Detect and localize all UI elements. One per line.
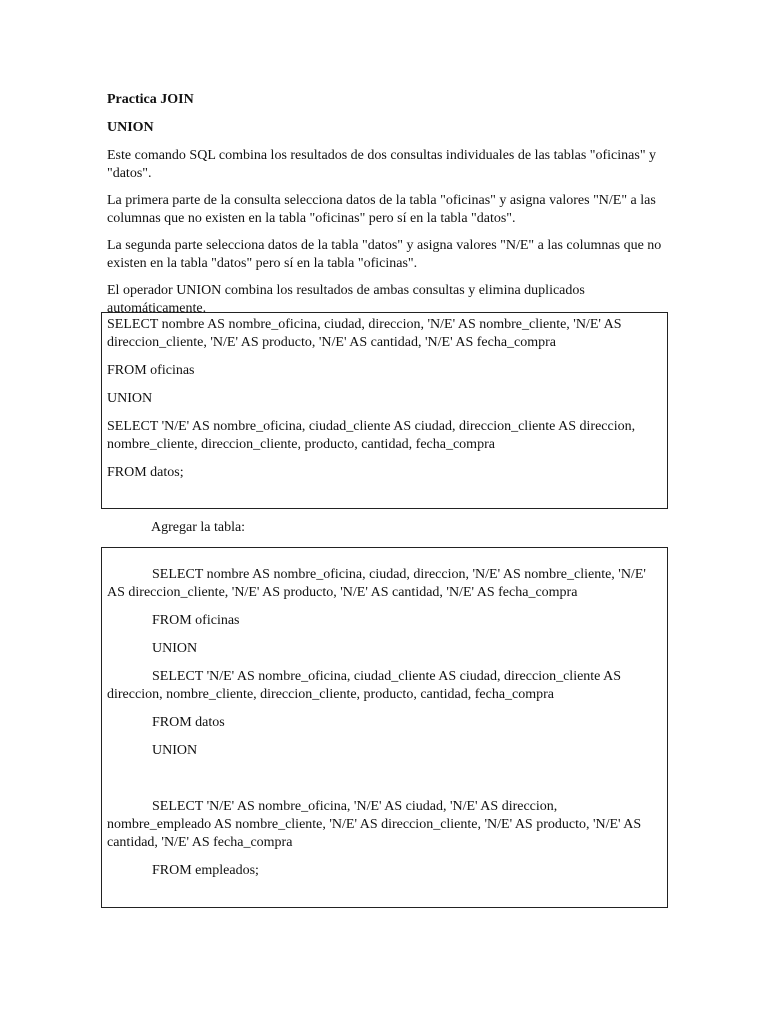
sql-line: FROM datos;	[107, 465, 184, 480]
sql-line: FROM oficinas	[152, 613, 240, 628]
sql-query-box-extended	[101, 547, 668, 908]
sql-line: SELECT 'N/E' AS nombre_oficina, ciudad_cliente AS ciudad, direccion_cliente AS direccion, nombre_cliente, direccion_cliente, producto, cantidad, fecha_compra	[107, 419, 636, 452]
paragraph-intro: Este comando SQL combina los resultados de dos consultas individuales de las tablas "oficinas" y "datos".	[107, 148, 657, 181]
paragraph-second-part: La segunda parte selecciona datos de la tabla "datos" y asigna valores "N/E" a las columnas que no existen en la tabla "datos" pero sí en la tabla "oficinas".	[107, 238, 662, 271]
add-table-label: Agregar la tabla:	[151, 520, 246, 535]
sql-line: SELECT 'N/E' AS nombre_oficina, ciudad_cliente AS ciudad, direccion_cliente AS direccion, nombre_cliente, direccion_cliente, producto, cantidad, fecha_compra	[107, 669, 622, 702]
sql-line: FROM empleados;	[152, 863, 259, 878]
document-title: Practica JOIN	[107, 92, 194, 107]
sql-line: UNION	[152, 743, 198, 758]
sql-line: SELECT 'N/E' AS nombre_oficina, 'N/E' AS ciudad, 'N/E' AS direccion, nombre_empleado AS nombre_cliente, 'N/E' AS direccion_cliente, 'N/E' AS producto, 'N/E' AS cantidad, 'N/E' AS fecha_compra	[107, 799, 642, 850]
sql-line: UNION	[107, 391, 153, 406]
sql-line: SELECT nombre AS nombre_oficina, ciudad, direccion, 'N/E' AS nombre_cliente, 'N/E' AS direccion_cliente, 'N/E' AS producto, 'N/E' AS cantidad, 'N/E' AS fecha_compra	[107, 317, 622, 350]
paragraph-first-part: La primera parte de la consulta selecciona datos de la tabla "oficinas" y asigna valores "N/E" a las columnas que no existen en la tabla "oficinas" pero sí en la tabla "datos".	[107, 193, 656, 226]
paragraph-union-operator: El operador UNION combina los resultados de ambas consultas y elimina duplicados automáticamente.	[107, 283, 585, 316]
sql-line: UNION	[152, 641, 198, 656]
document-body	[107, 91, 667, 327]
sql-line: FROM datos	[152, 715, 225, 730]
sql-query-box	[101, 312, 668, 509]
section-heading: UNION	[107, 120, 154, 135]
sql-line: SELECT nombre AS nombre_oficina, ciudad, direccion, 'N/E' AS nombre_cliente, 'N/E' AS direccion_cliente, 'N/E' AS producto, 'N/E' AS cantidad, 'N/E' AS fecha_compra	[107, 567, 646, 600]
blank-line	[107, 770, 662, 798]
sql-line: FROM oficinas	[107, 363, 195, 378]
